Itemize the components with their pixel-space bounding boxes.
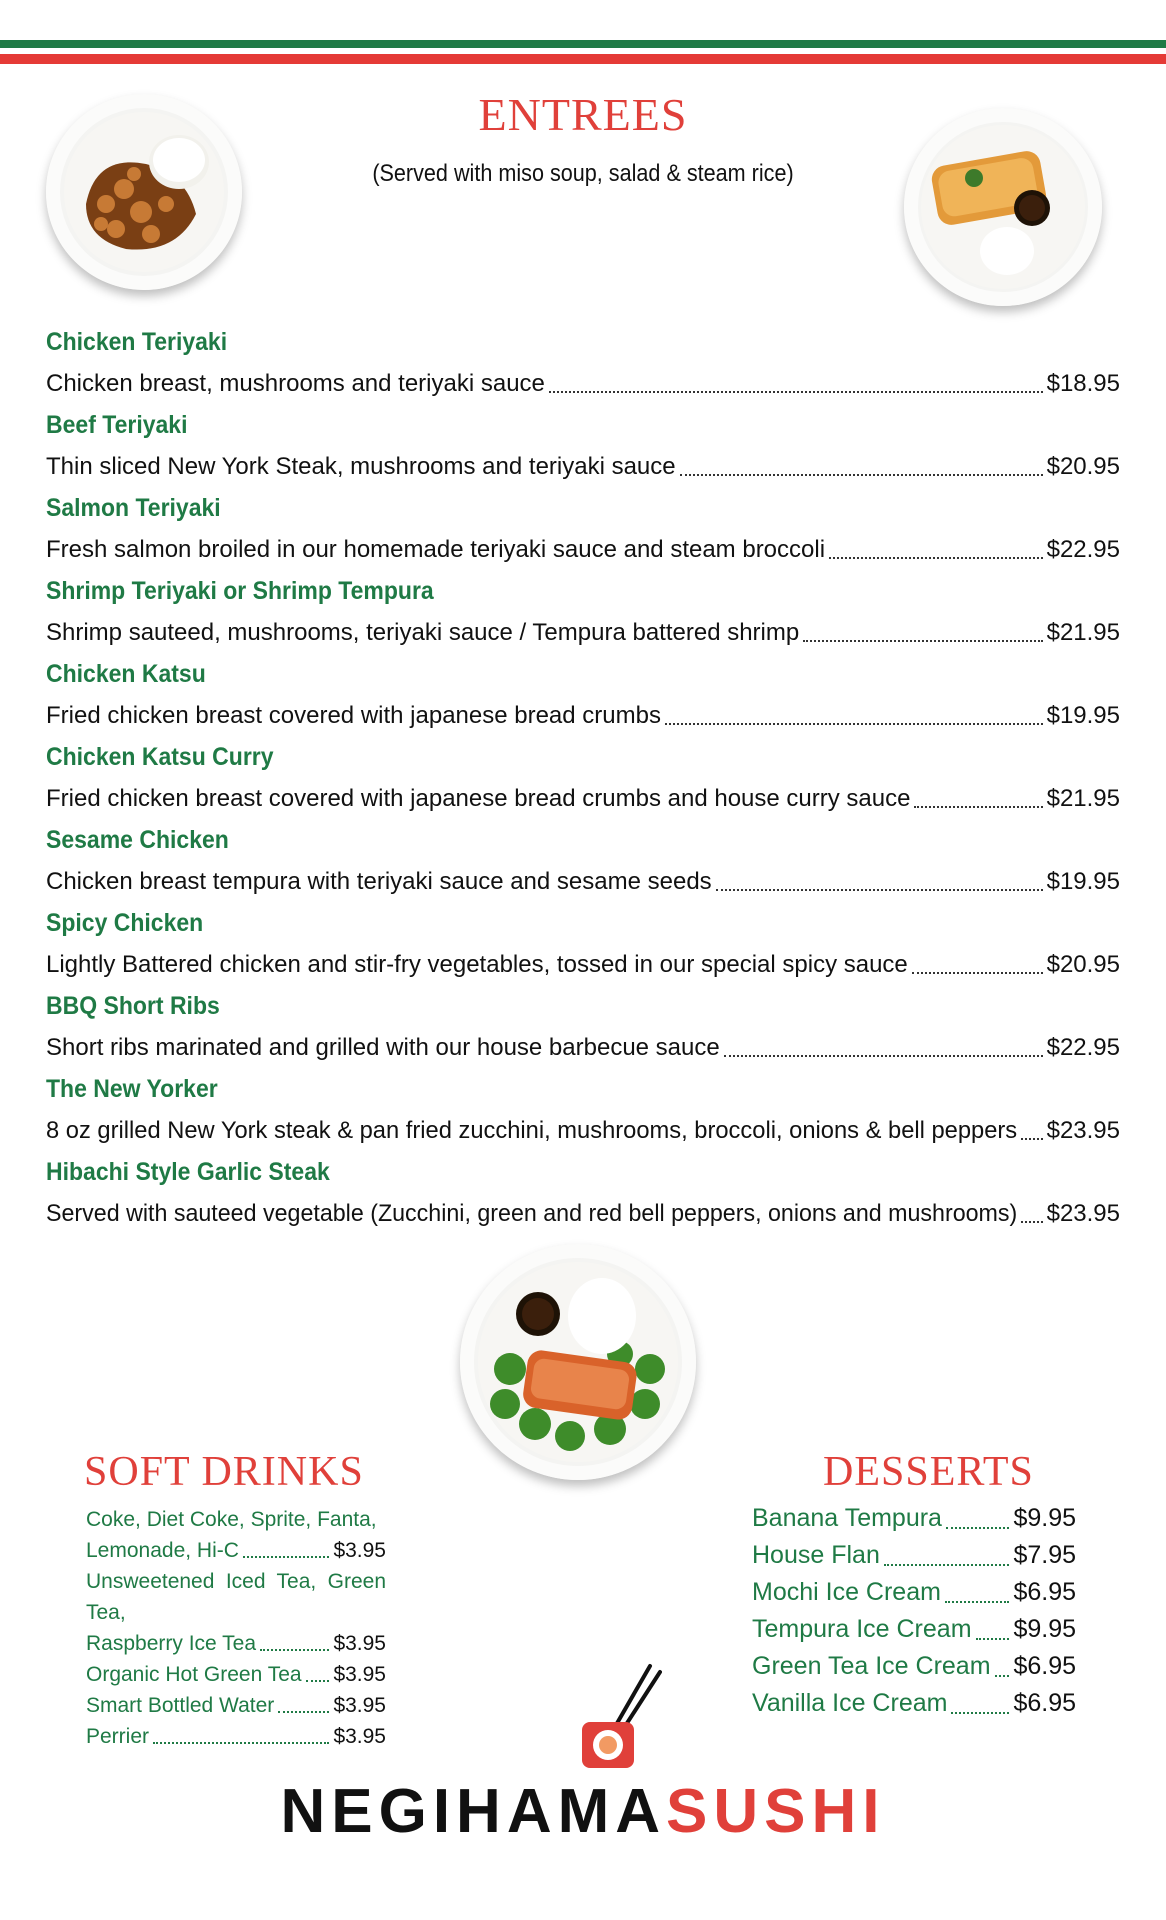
dot-leader	[724, 1055, 1043, 1057]
menu-item-line	[46, 861, 1120, 903]
dot-leader	[914, 806, 1042, 808]
menu-item	[46, 986, 1120, 1069]
dot-leader	[260, 1649, 329, 1651]
menu-item-description: Fried chicken breast covered with japanese bread crumbs and house curry sauce	[46, 785, 911, 812]
dessert-item-name: Green Tea Ice Cream	[752, 1652, 991, 1680]
drink-item-price: $3.95	[333, 1694, 386, 1717]
dot-leader	[946, 1527, 1009, 1529]
drink-item-name: Perrier	[86, 1725, 150, 1748]
salmon-broccoli-plate	[460, 1244, 696, 1480]
dessert-item-name: Tempura Ice Cream	[752, 1615, 972, 1643]
dot-leader	[951, 1712, 1009, 1714]
menu-item-price: $22.95	[1046, 1034, 1120, 1061]
dessert-item	[752, 1537, 1076, 1574]
dessert-item-name: House Flan	[752, 1541, 880, 1569]
menu-item-name: Chicken Teriyaki	[46, 328, 228, 356]
menu-item	[46, 405, 1120, 488]
menu-item-price: $20.95	[1046, 453, 1120, 480]
entrees-list	[46, 322, 1120, 1235]
drink-item	[86, 1721, 386, 1752]
dessert-item	[752, 1648, 1076, 1685]
menu-item-line	[46, 446, 1120, 488]
dessert-item-price: $9.95	[1013, 1504, 1076, 1532]
dot-leader	[829, 557, 1043, 559]
dot-leader	[243, 1556, 330, 1558]
drink-item-name: Organic Hot Green Tea	[86, 1663, 302, 1686]
dessert-item	[752, 1685, 1076, 1722]
dessert-item-price: $9.95	[1013, 1615, 1076, 1643]
menu-item-description: Fried chicken breast covered with japanese bread crumbs	[46, 702, 661, 729]
menu-item-name: Spicy Chicken	[46, 909, 204, 937]
drink-item	[86, 1535, 386, 1566]
drink-item-name: Smart Bottled Water	[86, 1694, 275, 1717]
drink-item-name: Lemonade, Hi-C	[86, 1539, 239, 1562]
menu-item-description: Served with sauteed vegetable (Zucchini, green and red bell peppers, onions and mushrooms)	[46, 1200, 1018, 1227]
menu-item-price: $19.95	[1046, 702, 1120, 729]
menu-item	[46, 1069, 1120, 1152]
dessert-item-price: $7.95	[1013, 1541, 1076, 1569]
dot-leader	[976, 1638, 1010, 1640]
menu-item-description: Short ribs marinated and grilled with our house barbecue sauce	[46, 1034, 720, 1061]
dot-leader	[912, 972, 1043, 974]
dot-leader	[278, 1711, 329, 1713]
menu-item-line	[46, 612, 1120, 654]
dot-leader	[306, 1680, 330, 1682]
dessert-item-price: $6.95	[1013, 1652, 1076, 1680]
menu-item	[46, 571, 1120, 654]
menu-item-description: 8 oz grilled New York steak & pan fried zucchini, mushrooms, broccoli, onions & bell peppers	[46, 1117, 1018, 1144]
drink-item-name: Raspberry Ice Tea	[86, 1632, 257, 1655]
drink-item	[86, 1628, 386, 1659]
dot-leader	[1021, 1221, 1042, 1223]
menu-item-name: Chicken Katsu Curry	[46, 743, 274, 771]
menu-item-price: $23.95	[1046, 1200, 1120, 1227]
dot-leader	[803, 640, 1042, 642]
menu-item-line	[46, 778, 1120, 820]
menu-item-line	[46, 363, 1120, 405]
menu-item	[46, 903, 1120, 986]
drink-item-price: $3.95	[333, 1632, 386, 1655]
menu-item-line	[46, 695, 1120, 737]
menu-item	[46, 488, 1120, 571]
dot-leader	[884, 1564, 1010, 1566]
menu-item-line	[46, 529, 1120, 571]
dot-leader	[153, 1742, 329, 1744]
menu-item	[46, 820, 1120, 903]
menu-item-price: $21.95	[1046, 785, 1120, 812]
menu-item	[46, 737, 1120, 820]
drink-item	[86, 1659, 386, 1690]
dot-leader	[995, 1675, 1010, 1677]
dessert-item-name: Vanilla Ice Cream	[752, 1689, 948, 1717]
menu-item-name: Beef Teriyaki	[46, 411, 188, 439]
menu-item-description: Thin sliced New York Steak, mushrooms and teriyaki sauce	[46, 453, 676, 480]
menu-item	[46, 322, 1120, 405]
menu-item-price: $19.95	[1046, 868, 1120, 895]
menu-item-price: $22.95	[1046, 536, 1120, 563]
drink-item-lead: Unsweetened Iced Tea, Green Tea,	[86, 1570, 386, 1624]
brand-logo-part2: SUSHI	[666, 1777, 886, 1846]
top-stripe-green	[0, 40, 1166, 48]
menu-item-description: Fresh salmon broiled in our homemade teriyaki sauce and steam broccoli	[46, 536, 826, 563]
menu-item-description: Shrimp sauteed, mushrooms, teriyaki sauce / Tempura battered shrimp	[46, 619, 800, 646]
soft-drinks-title: SOFT DRINKS	[84, 1449, 364, 1495]
menu-item-description: Lightly Battered chicken and stir-fry vegetables, tossed in our special spicy sauce	[46, 951, 908, 978]
menu-item-name: Shrimp Teriyaki or Shrimp Tempura	[46, 577, 434, 605]
dessert-item-name: Banana Tempura	[752, 1504, 942, 1532]
entrees-title: ENTREES	[478, 89, 688, 140]
brand-logo-part1: NEGIHAMA	[280, 1777, 667, 1846]
dessert-item-name: Mochi Ice Cream	[752, 1578, 941, 1606]
dessert-item	[752, 1611, 1076, 1648]
menu-item-name: Chicken Katsu	[46, 660, 206, 688]
dessert-item	[752, 1500, 1076, 1537]
drink-item-price: $3.95	[333, 1663, 386, 1686]
menu-item-line	[46, 1027, 1120, 1069]
soft-drinks-list	[86, 1504, 386, 1752]
menu-item-price: $18.95	[1046, 370, 1120, 397]
dot-leader	[665, 723, 1043, 725]
dot-leader	[549, 391, 1043, 393]
menu-item-price: $23.95	[1046, 1117, 1120, 1144]
dot-leader	[716, 889, 1043, 891]
menu-item-name: BBQ Short Ribs	[46, 992, 220, 1020]
menu-item-price: $21.95	[1046, 619, 1120, 646]
menu-item-line	[46, 944, 1120, 986]
entrees-subtitle: (Served with miso soup, salad & steam rice)	[372, 160, 794, 187]
dot-leader	[680, 474, 1043, 476]
top-stripe-red	[0, 54, 1166, 64]
drink-item-lead: Coke, Diet Coke, Sprite, Fanta,	[86, 1508, 377, 1531]
menu-item-name: The New Yorker	[46, 1075, 218, 1103]
desserts-title: DESSERTS	[823, 1449, 1034, 1495]
menu-item	[46, 654, 1120, 737]
menu-item-name: Salmon Teriyaki	[46, 494, 221, 522]
drink-item-price: $3.95	[333, 1539, 386, 1562]
sushi-chopsticks-logo-icon	[572, 1662, 662, 1772]
menu-item-name: Hibachi Style Garlic Steak	[46, 1158, 330, 1186]
menu-item-line	[46, 1110, 1120, 1152]
dessert-item	[752, 1574, 1076, 1611]
desserts-list	[752, 1500, 1076, 1722]
menu-item	[46, 1152, 1120, 1235]
menu-item-name: Sesame Chicken	[46, 826, 229, 854]
drink-item-price: $3.95	[333, 1725, 386, 1748]
dessert-item-price: $6.95	[1013, 1578, 1076, 1606]
menu-item-description: Chicken breast tempura with teriyaki sauce and sesame seeds	[46, 868, 712, 895]
menu-item-description: Chicken breast, mushrooms and teriyaki sauce	[46, 370, 545, 397]
dot-leader	[945, 1601, 1009, 1603]
drink-item	[86, 1690, 386, 1721]
menu-item-price: $20.95	[1046, 951, 1120, 978]
dessert-item-price: $6.95	[1013, 1689, 1076, 1717]
brand-logo	[0, 1776, 1166, 1847]
dot-leader	[1021, 1138, 1042, 1140]
menu-item-line	[46, 1193, 1120, 1235]
